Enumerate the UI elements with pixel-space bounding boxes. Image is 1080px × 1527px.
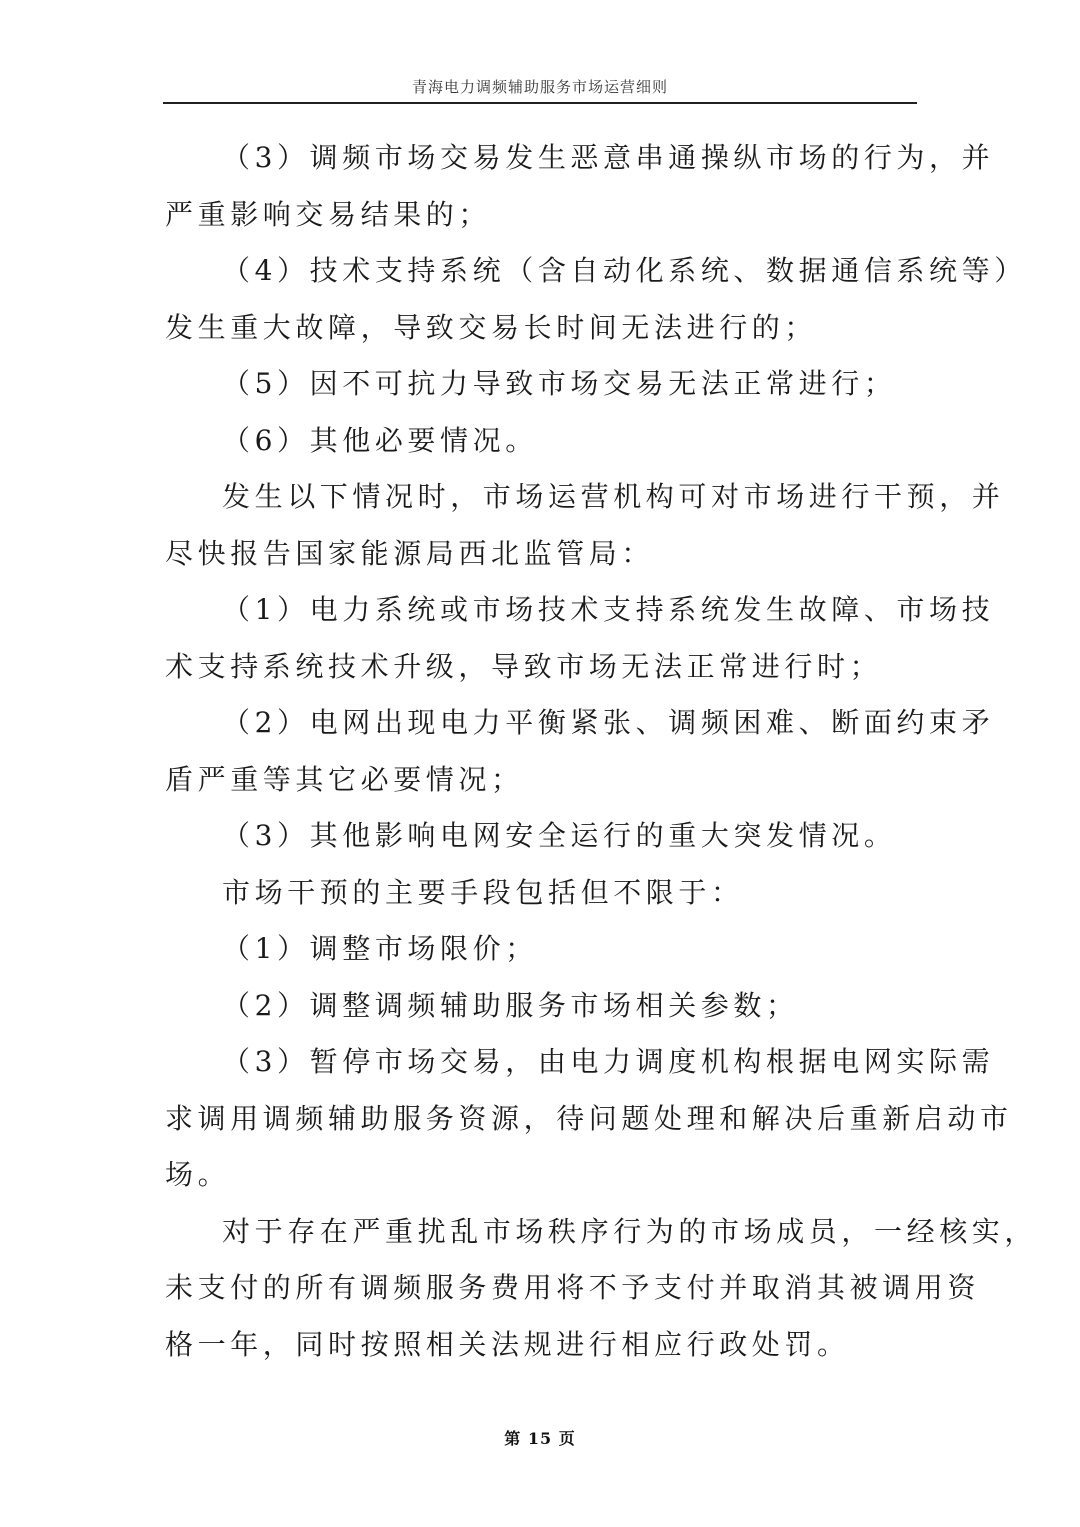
page-header bbox=[163, 74, 917, 104]
document-title: 青海电力调频辅助服务市场运营细则 bbox=[411, 78, 668, 96]
text-line: （3）其他影响电网安全运行的重大突发情况。 bbox=[222, 819, 897, 852]
text-line: 市场干预的主要手段包括但不限于： bbox=[222, 875, 744, 909]
text-line: （2）调整调频辅助服务市场相关参数； bbox=[222, 988, 799, 1022]
text-line: 发生重大故障，导致交易长时间无法进行的； bbox=[165, 310, 818, 344]
text-line: （3）暂停市场交易，由电力调度机构根据电网实际需 bbox=[222, 1045, 995, 1078]
text-line: 场。 bbox=[165, 1158, 231, 1191]
document-body bbox=[165, 130, 1038, 1373]
text-line: （1）电力系统或市场技术支持系统发生故障、市场技 bbox=[222, 593, 995, 626]
text-line: 尽快报告国家能源局西北监管局： bbox=[165, 536, 655, 570]
text-line: 求调用调频辅助服务资源，待问题处理和解决后重新启动市 bbox=[165, 1101, 1013, 1135]
text-line: 格一年，同时按照相关法规进行相应行政处罚。 bbox=[165, 1327, 850, 1361]
text-line: 严重影响交易结果的； bbox=[165, 197, 492, 231]
text-line: 对于存在严重扰乱市场秩序行为的市场成员，一经核实， bbox=[222, 1214, 1038, 1248]
text-line: （1）调整市场限价； bbox=[222, 932, 538, 965]
text-line: 发生以下情况时，市场运营机构可对市场进行干预，并 bbox=[222, 480, 1005, 513]
text-line: （4）技术支持系统（含自动化系统、数据通信系统等） bbox=[222, 254, 1027, 287]
text-line: 术支持系统技术升级，导致市场无法正常进行时； bbox=[165, 649, 883, 683]
text-line: 未支付的所有调频服务费用将不予支付并取消其被调用资 bbox=[165, 1271, 981, 1304]
text-line: 盾严重等其它必要情况； bbox=[165, 762, 524, 796]
text-line: （5）因不可抗力导致市场交易无法正常进行； bbox=[222, 367, 897, 400]
text-line: （6）其他必要情况。 bbox=[222, 423, 538, 457]
text-line: （3）调频市场交易发生恶意串通操纵市场的行为，并 bbox=[222, 141, 995, 174]
text-line: （2）电网出现电力平衡紧张、调频困难、断面约束矛 bbox=[222, 706, 995, 739]
page-number: 第 15 页 bbox=[504, 1429, 576, 1448]
